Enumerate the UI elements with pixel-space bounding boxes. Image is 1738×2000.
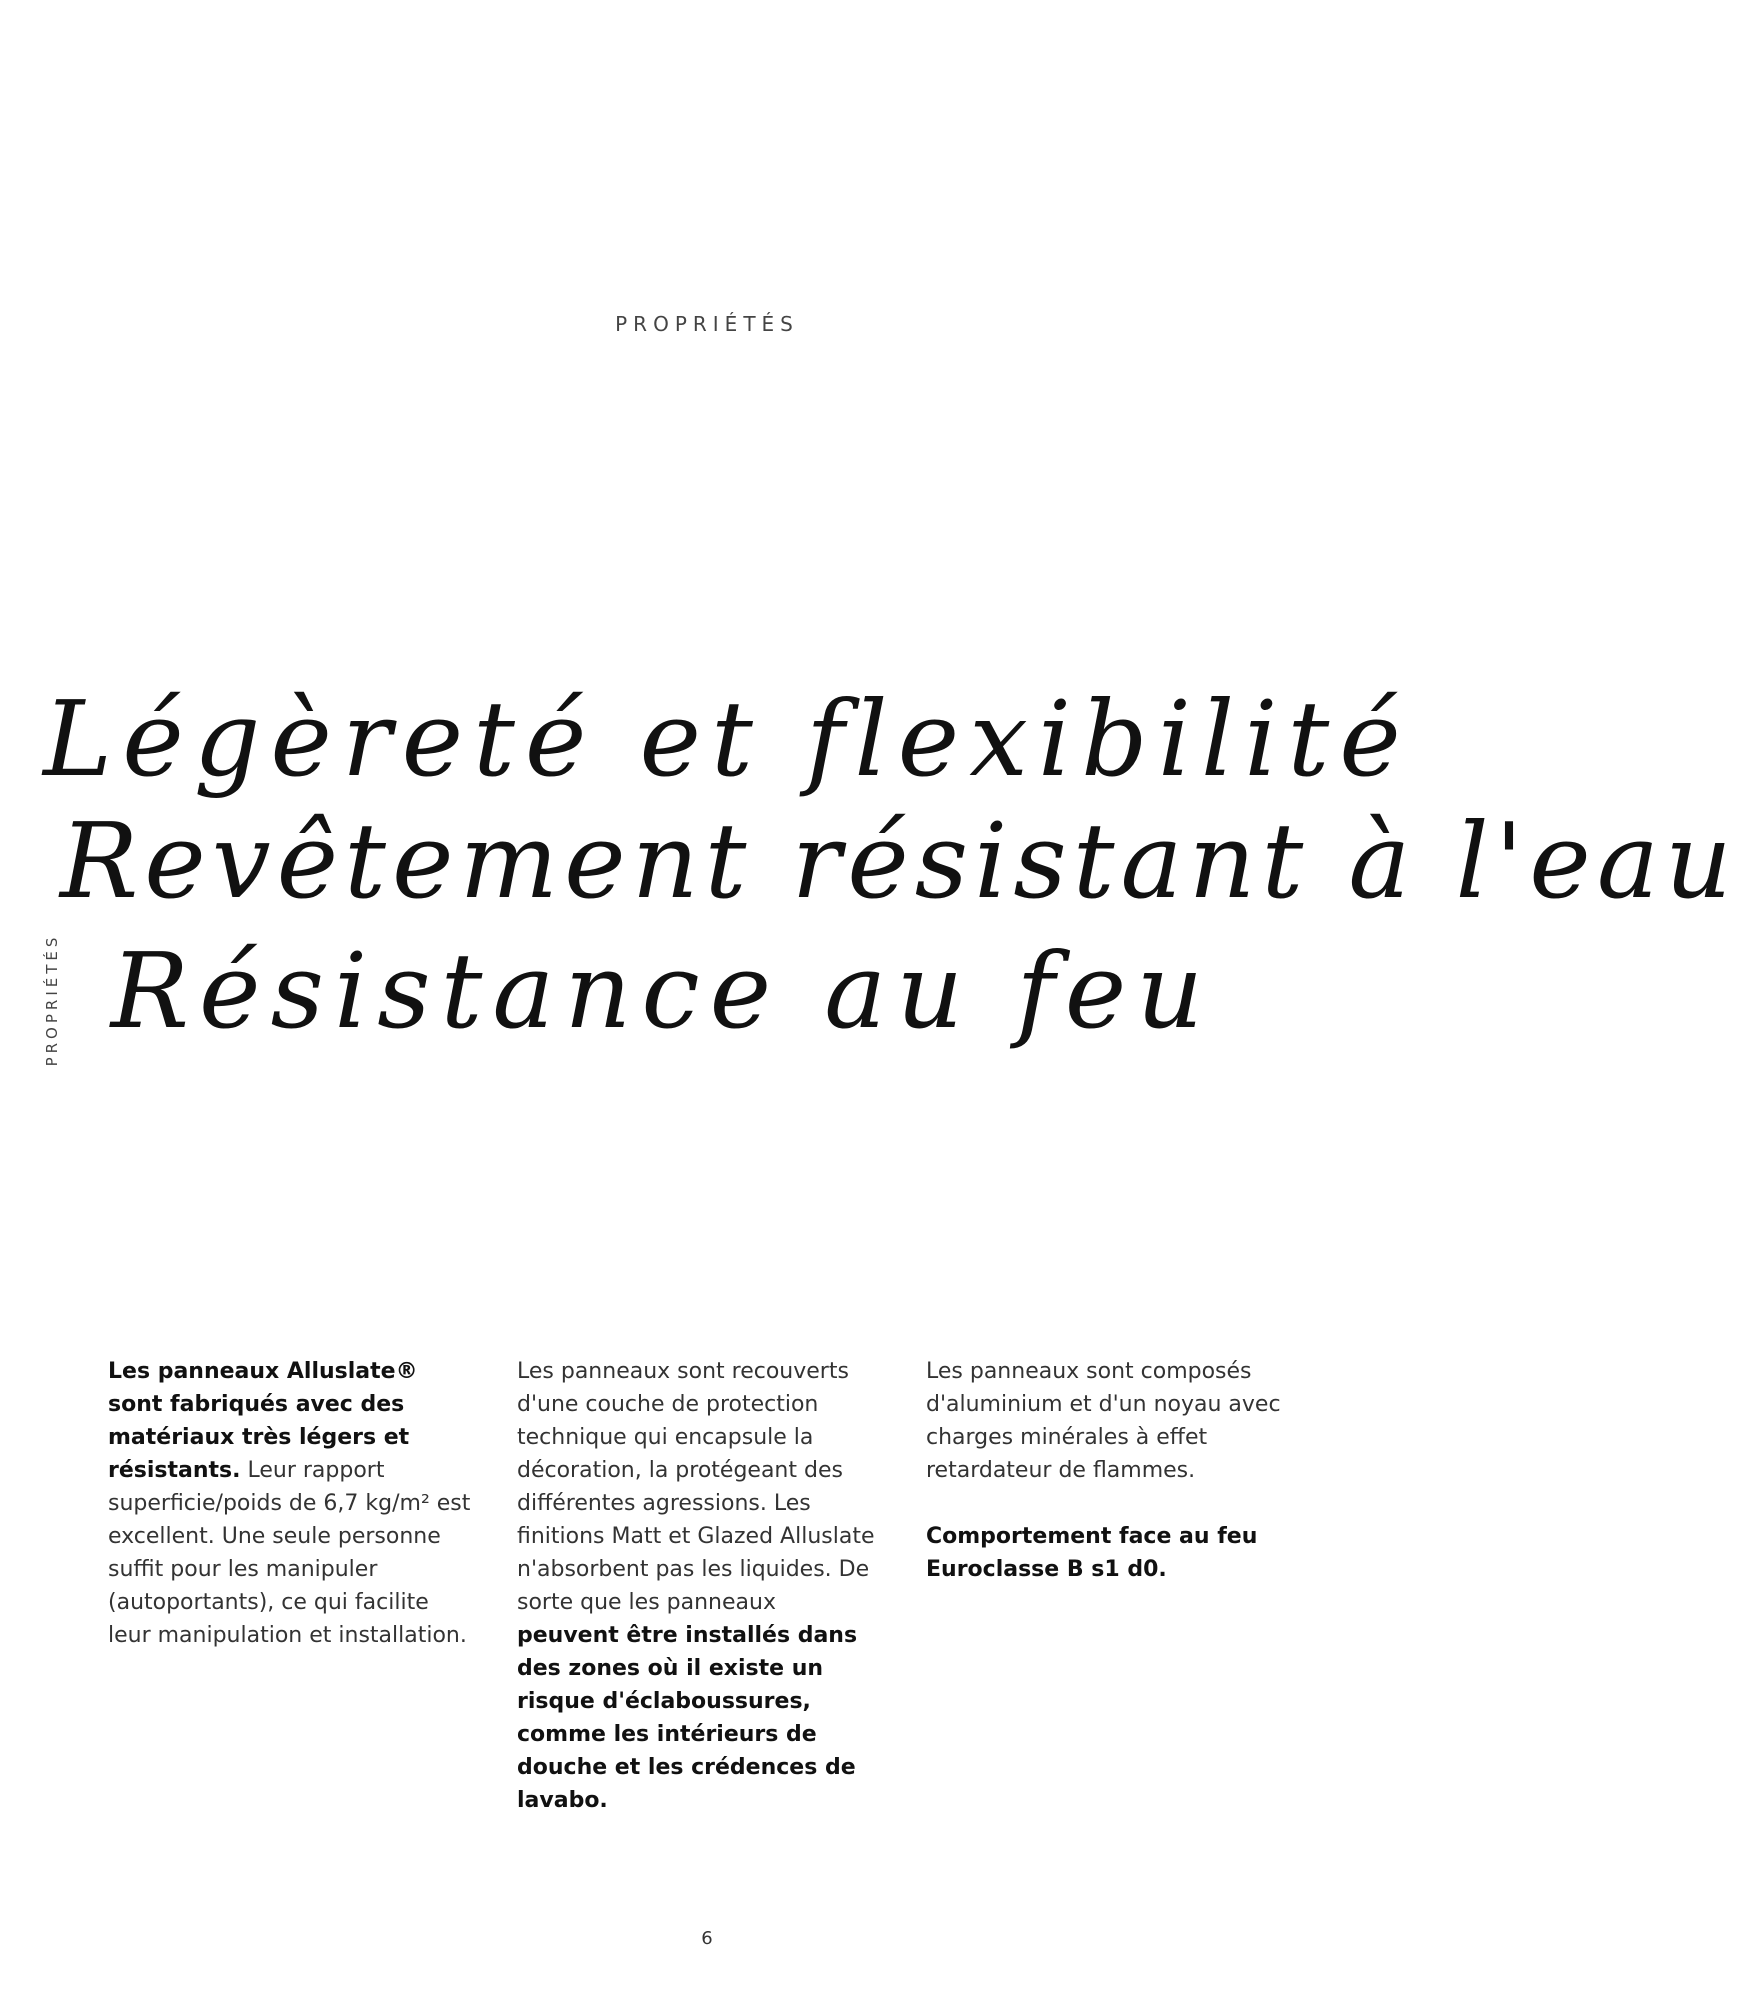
- section-header: PROPRIÉTÉS: [615, 312, 799, 336]
- text-column-fire: [926, 1355, 1291, 1586]
- headline-line-1: Légèreté et flexibilité: [43, 678, 1411, 800]
- text-column-lightness: [108, 1355, 473, 1652]
- text-column-water: [517, 1355, 882, 1817]
- column-1-paragraph: [108, 1355, 473, 1652]
- column-1-bold-text: Les panneaux Alluslate® sont fabriqués avec des matériaux très légers et résistants.: [108, 1359, 418, 1483]
- column-2-text: Les panneaux sont recouverts d'une couche de protection technique qui encapsule la décoration, la protégeant des différentes agressions. Les finitions Matt et Glazed Alluslate n'absorbent pas les liquides. De sorte que les panneaux: [517, 1359, 875, 1615]
- headline-line-2: Revêtement résistant à l'eau: [60, 800, 1738, 922]
- column-1-text: Leur rapport superficie/poids de 6,7 kg/m² est excellent. Une seule personne suffit pour les manipuler (autoportants), ce qui facilite leur manipulation et installation.: [108, 1458, 471, 1648]
- side-section-label: PROPRIÉTÉS: [43, 933, 61, 1067]
- page-number: 6: [701, 1928, 713, 1949]
- column-3-bold-text: Comportement face au feu Euroclasse B s1 d0.: [926, 1524, 1258, 1582]
- column-3-text: Les panneaux sont composés d'aluminium et d'un noyau avec charges minérales à effet retardateur de flammes.: [926, 1359, 1281, 1483]
- paragraph-spacer: [926, 1487, 1291, 1520]
- column-2-paragraph: [517, 1355, 882, 1817]
- column-2-bold-text: peuvent être installés dans des zones où il existe un risque d'éclaboussures, comme les intérieurs de douche et les crédences de lavabo.: [517, 1623, 858, 1813]
- column-3-paragraph-2: [926, 1520, 1291, 1586]
- headline-line-3: Résistance au feu: [110, 930, 1214, 1052]
